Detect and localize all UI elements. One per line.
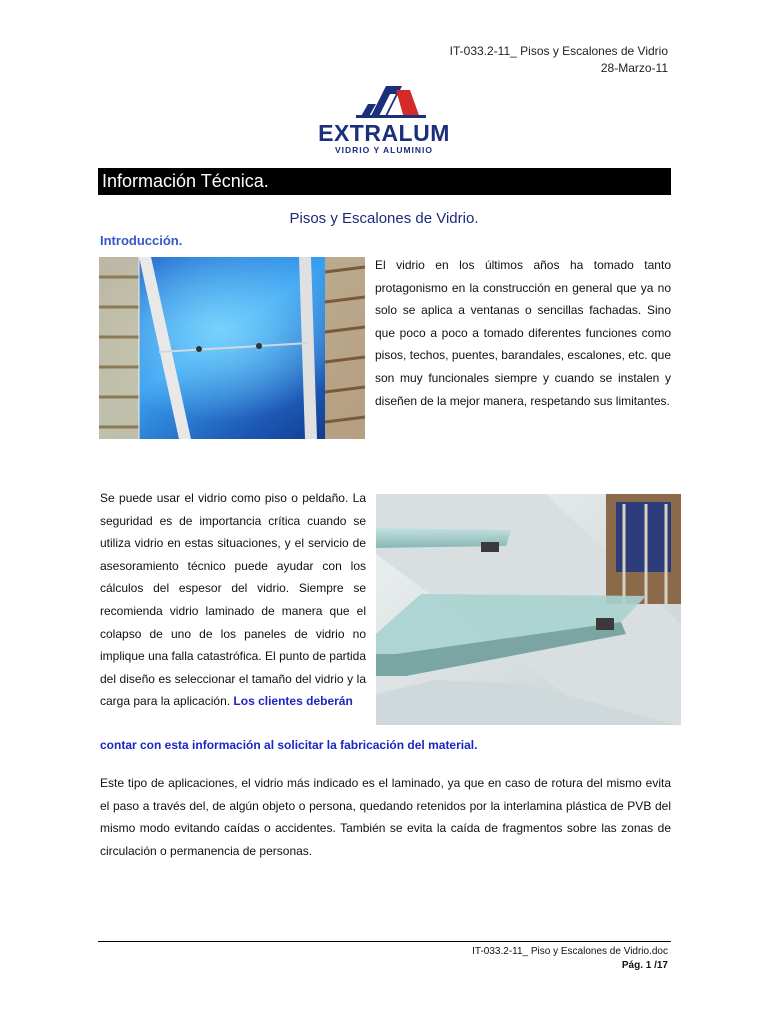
- footer-divider: [98, 941, 671, 942]
- usage-paragraph: [100, 487, 366, 713]
- footer-page-number: Pág. 1 /17: [621, 960, 668, 971]
- usage-emphasis-start: Los clientes deberán: [233, 694, 353, 709]
- usage-emphasis-end: contar con esta información al solicitar la fabricación del material.: [100, 738, 478, 752]
- section-heading-introduccion: Introducción.: [100, 233, 183, 248]
- company-logo: [316, 84, 452, 156]
- usage-text: Se puede usar el vidrio como piso o peldaño. La seguridad es de importancia crítica cuando se utiliza vidrio en estas situaciones, y el servicio de asesoramiento técnico puede ayudar con los cálculos del espesor del vidrio. Siempre se recomienda vidrio laminado de manera que el colapso de uno de los paneles de vidrio no implique una falla catastrófica. El punto de partida del diseño es seleccionar el tamaño del vidrio y la carga para la aplicación.: [100, 491, 366, 709]
- section-banner: Información Técnica.: [98, 168, 671, 195]
- document-title: Pisos y Escalones de Vidrio.: [289, 210, 479, 227]
- header-document-code: IT-033.2-11_ Pisos y Escalones de Vidrio: [449, 44, 668, 58]
- logo-mark-icon: [316, 84, 452, 122]
- glass-ceiling-photo: [99, 257, 365, 439]
- glass-steps-photo: [376, 494, 681, 725]
- laminado-paragraph: Este tipo de aplicaciones, el vidrio más indicado es el laminado, ya que en caso de rotura del mismo evita el paso a través del, de algún objeto o persona, quedando retenidos por la interlamina plástica de PVB del mismo modo evitando caídas o accidentes. También se evita la caída de fragmentos sobre las zonas de circulación o permanencia de personas.: [100, 776, 671, 858]
- intro-paragraph: El vidrio en los últimos años ha tomado tanto protagonismo en la construcción en general que ya no solo se aplica a ventanas o sencillas fachadas. Sino que poco a poco a tomado diferentes funciones como pisos, techos, puentes, barandales, escalones, etc. que son muy funcionales siempre y cuando se instalen y diseñen de la mejor manera, respetando sus limitantes.: [375, 258, 671, 408]
- header-date: 28-Marzo-11: [600, 61, 668, 75]
- footer-filename: IT-033.2-11_ Piso y Escalones de Vidrio.doc: [472, 946, 668, 957]
- logo-subtitle: VIDRIO Y ALUMINIO: [334, 145, 434, 155]
- logo-wordmark: EXTRALUM: [318, 120, 450, 146]
